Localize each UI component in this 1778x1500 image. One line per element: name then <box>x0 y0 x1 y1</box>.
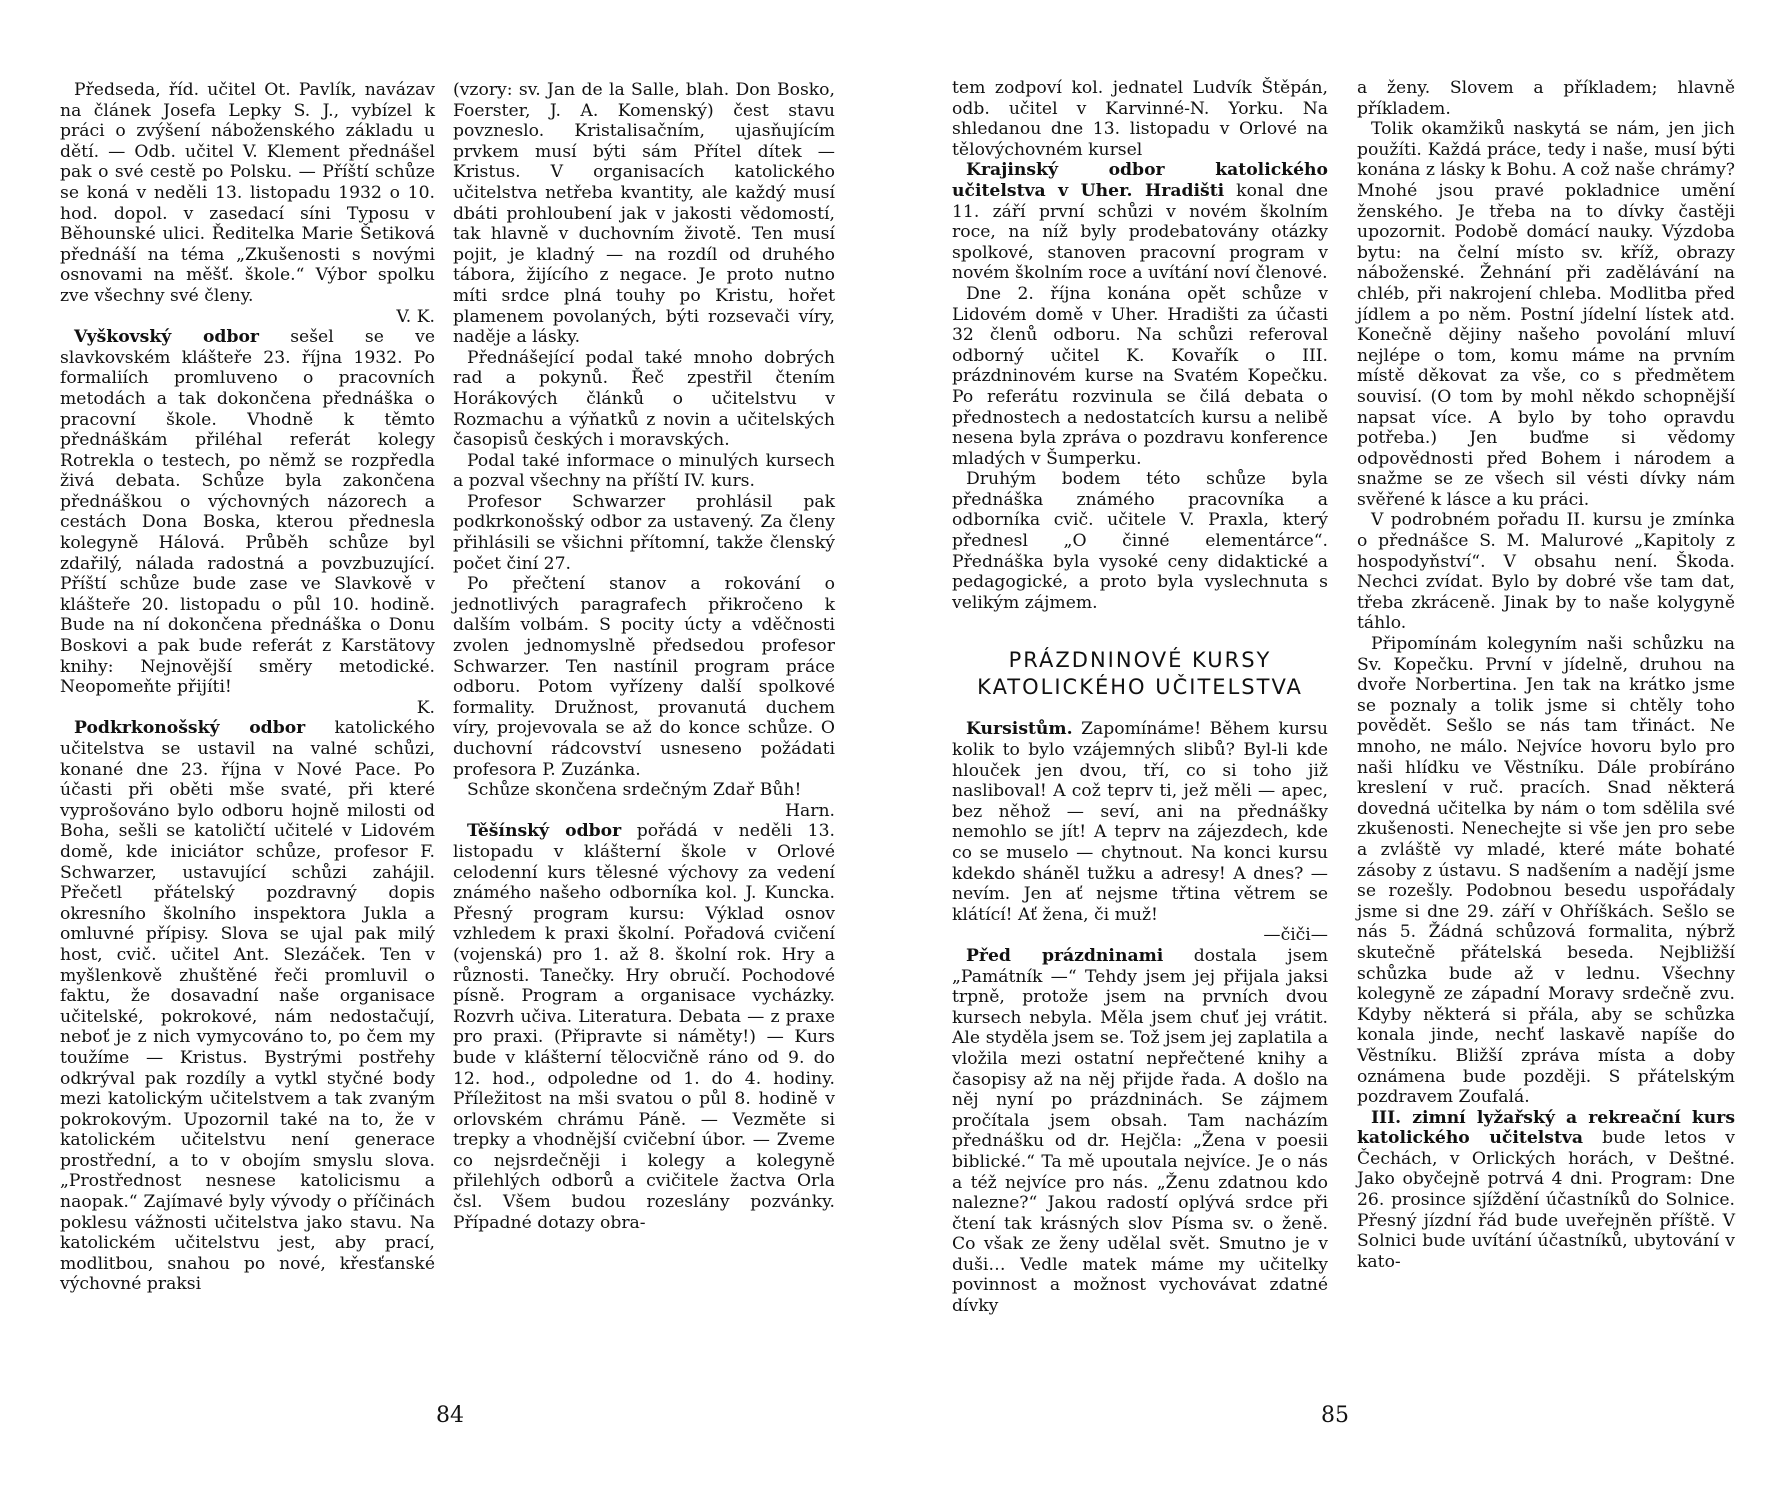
paragraph-lead: Před prázdninami <box>966 945 1164 966</box>
paragraph-text: sešel se ve slavkovském klášteře 23. října 1932. Po formaliích promluveno o pracovních metodách a tak dokončena přednáška o pracovní škole. Vhodně k těmto přednáškám přiléhal referát kolegy Rotrekla o testech, po němž se rozpředla živá debata. Schůze byla zakončena přednáškou o výchovných názorech a cestách Dona Boska, kterou přednesla kolegyně Hálová. Průběh schůze byl zdařilý, nálada radostná a povzbuzující. Příští schůze bude zase ve Slavkově v klášteře 20. listopadu o půl 10. hodině. Bude na ní dokončena přednáška o Donu Boskovi a pak bude referát z Karstätovy knihy: Nejnovější směry metodické. Neopomeňte přijíti! <box>60 327 435 698</box>
left-page-column-1 <box>60 80 435 1295</box>
paragraph-text: a ženy. Slovem a příkladem; hlavně příkladem. <box>1357 78 1735 119</box>
paragraph-text: konal dne 11. září první schůzi v novém školním roce, na níž byly prodebatovány otázky spolkové, stanoven pracovní program v novém školním roce a uvítání noví členové. <box>952 180 1329 284</box>
paragraph-text: Připomínám kolegyním naši schůzku na Sv. Kopečku. První v jídelně, druhou na dvoře Norbertina. Jen tak na krátko jsme se poznaly a tolik jsme si chtěly toho povědět. Sešlo se nás tam třináct. Ne mnoho, ne málo. Nejvíce hovoru bylo pro naši hlídku ve Věstníku. Dále probíráno kreslení v ruč. pracích. Snad některá dovedná učitelka by nám o tom sdělila své zkušenosti. Nenechejte si vše jen pro sebe a zvláště vy mladé, které máte bohaté zásoby z ústavu. S nadšením a nadějí jsme se rozešly. Podobnou besedu uspořádaly jsme si dne 29. září v Ohříškách. Sešlo se nás 5. Žádná schůzová formalita, nýbrž skutečně přátelská beseda. Nejbližší schůzka bude až v lednu. Všechny kolegyně ze západní Moravy srdečně zvu. Kdyby některá si přála, aby se schůzka konala jinde, nechť laskavě napíše do Věstníku. Bližší zpráva místa a doby oznámena bude později. S přátelským pozdravem Zoufalá. <box>1357 634 1735 1108</box>
paragraph <box>453 348 835 451</box>
signature: K. <box>416 697 435 718</box>
paragraph <box>453 451 835 492</box>
section-heading <box>952 647 1328 701</box>
paragraph <box>453 821 835 1233</box>
paragraph <box>60 327 435 718</box>
right-page-column-1 <box>952 78 1328 1317</box>
paragraph-text: Předseda, říd. učitel Ot. Pavlík, navázav na článek Josefa Lepky S. J., vybízel k práci o zvýšení náboženského základu u dětí. — Odb. učitel V. Klement přednášel pak o své cestě po Polsku. — Příští schůze se koná v neděli 13. listopadu 1932 o 10. hod. dopol. v zasedací síni Typosu v Běhounské ulici. Ředitelka Marie Šetiková přednáší na téma „Zkušenosti s novými osnovami na měšť. škole.“ Výbor spolku zve všechny své členy. <box>60 80 435 306</box>
page-number-left: 84 <box>436 1403 464 1428</box>
paragraph-lead: III. zimní lyžařský a rekreační kurs katolického učitelstva <box>1357 1107 1735 1149</box>
paragraph-text: Druhým bodem této schůze byla přednáška známého pracovníka a odborníka cvič. učitele V. Praxla, který přednesl „O činné elementárce“. Přednáška byla vysoké ceny didaktické a pedagogické, a proto byla vyslechnuta s velikým zájmem. <box>952 469 1328 613</box>
paragraph <box>1357 78 1735 119</box>
paragraph-lead: Vyškovský odbor <box>74 327 259 348</box>
left-page-column-2 <box>453 80 835 1233</box>
paragraph <box>952 284 1328 469</box>
paragraph <box>453 780 835 821</box>
paragraph-text: Podal také informace o minulých kursech a pozval všechny na příští IV. kurs. <box>453 450 835 492</box>
section-heading-line-1: PRÁZDNINOVÉ KURSY <box>1008 648 1272 673</box>
right-page <box>889 0 1778 1500</box>
signature: Harn. <box>785 800 835 821</box>
paragraph <box>1357 510 1735 634</box>
paragraph-text: Zapomínáme! Během kursu kolik to bylo vzájemných slibů? Byl-li kde hlouček jen dvou, tří, co si toho již nasliboval! A což teprv ti, jež měli — apec, bez něhož — seví, ani na přednášky nemohlo se jít! A teprv na zájezdech, kde co se muselo — chytnout. Na konci kursu kdekdo sháněl tužku a adresy! A dnes? — nevím. Jen ať nejsme třtina větrem se klátící! Ať žena, či muž! <box>952 719 1328 925</box>
paragraph-text: Schůze skončena srdečným Zdař Bůh! <box>467 780 802 801</box>
paragraph-text: Dne 2. října konána opět schůze v Lidovém domě v Uher. Hradišti za účasti 32 členů odboru. Na schůzi referoval odborný učitel K. Kovařík o III. prázdninovém kurse na Svatém Kopečku. Po referátu rozvinula se čilá debata o přednostech a nedostatcích kursu a nelibě nesena byla zpráva o pozdravu konference mladých v Šumperku. <box>952 283 1328 469</box>
paragraph-lead: Podkrkonošský odbor <box>74 718 306 739</box>
right-col1-top <box>952 78 1328 613</box>
paragraph <box>1357 119 1735 510</box>
paragraph-text: Profesor Schwarzer prohlásil pak podkrkonošský odbor za ustavený. Za členy přihlásili se všichni přítomní, takže členský počet činí 27. <box>453 491 835 574</box>
paragraph <box>453 80 835 348</box>
paragraph-text: Tolik okamžiků naskytá se nám, jen jich použíti. Každá práce, tedy i naše, musí býti konána z lásky k Bohu. A což naše chrámy? Mnohé jsou pravé pokladnice umění ženského. Je třeba na to dívky častěji upozornit. Podobě domácí nauky. Výzdoba bytu: na čelní místo sv. kříž, obrazy náboženské. Žehnání při zadělávání na chléb, při nakrojení chleba. Modlitba před jídlem a po něm. Postní jídelní lístek atd. Konečně dějiny našeho povolání mluví nejlépe o tom, komu máme na prvním místě děkovat za vše, co s předmětem souvisí. (O tom by mohl někdo schopnější napsat více. A bylo by toho opravdu potřeba.) Jen buďme si vědomy odpovědnosti před Bohem i národem a snažme se ze všech sil vésti dívky nám svěřené k lásce a ku práci. <box>1357 119 1735 510</box>
paragraph <box>453 492 835 574</box>
paragraph <box>453 574 835 780</box>
paragraph <box>1357 634 1735 1108</box>
paragraph-lead: Těšínský odbor <box>467 821 622 842</box>
signature: —čiči— <box>1263 925 1328 946</box>
paragraph-text: katolického učitelstva se ustavil na valné schůzi, konané dne 23. října v Nové Pace. Po účasti při oběti mše svaté, při které vyprošováno bylo odboru hojně milosti od Boha, sešli se katoličtí učitelé v Lidovém domě, kde iniciátor schůze, profesor F. Schwarzer, ustavující schůzi zahájil. Přečetl přátelský pozdravný dopis okresního školního inspektora Jukla a omluvné přípisy. Slova se ujal pak milý host, cvič. učitel Ant. Slezáček. Ten v myšlenkově zhuštěné řeči promluvil o faktu, že dosavadní naše organisace učitelské, pokrokové, nám nedostačují, neboť je z nich vymycováno to, po čem my toužíme — Kristus. Bystrými postřehy odkrýval pak rozdíly a vytkl styčné body mezi katolickým učitelstvem a tak zvaným pokrokovým. Upozornil také na to, že v katolickém učitelstvu není generace prostřední, a to v obojím smyslu slova. „Prostřednost nesnese katolicismu a naopak.“ Zajímavé byly vývody o příčinách poklesu vážnosti učitelstva jako stavu. Na katolickém učitelstvu jest, aby prací, modlitbou, snahou po nové, křesťanské výchovné praksi <box>60 718 435 1295</box>
paragraph-lead: Krajinský odbor katolického učitelstva v Uher. Hradišti <box>952 160 1328 201</box>
paragraph <box>952 160 1328 284</box>
paragraph-text: Přednášející podal také mnoho dobrých rad a pokynů. Řeč zpestřil čtením Horákových článků o učitelstvu v Rozmachu a výňatků z novin a učitelských časopisů českých i moravských. <box>453 347 835 451</box>
paragraph <box>60 718 435 1295</box>
paragraph-text: dostala jsem „Památník —“ Tehdy jsem jej přijala jaksi trpně, protože jsem na prvních dvou kursech nebyla. Měla jsem chuť jej vrátit. Ale styděla jsem se. Tož jsem jej zaplatila a vložila mezi ostatní nepřečtené knihy a časopisy až na něj přijde řada. A došlo na něj nyní po prázdninách. Se zájmem pročítala jsem obsah. Tam nacházím přednášku od dr. Hejčla: „Žena v poesii biblické.“ Ta mě upoutala nejvíce. Je o nás a též nejvíce pro nás. „Ženu zdatnou kdo nalezne?“ Jakou radostí oplývá srdce při čtení tak krásných slov Písma sv. o ženě. Co však ze ženy udělal svět. Smutno je v duši… Vedle matek máme my učitelky povinnost a možnost vychovávat zdatné dívky <box>952 945 1328 1317</box>
paragraph-text: (vzory: sv. Jan de la Salle, blah. Don Bosko, Foerster, J. A. Komenský) čest stavu povzneslo. Kristalisačním, ujasňujícím prvkem musí býti sám Přítel dítek — Kristus. V organisacích katolického učitelstva netřeba kvantity, ale každý musí dbáti prohloubení jak v jakosti vědomostí, tak hlavně v duchovním životě. Ten musí pojit, je kladný — na rozdíl od druhého tábora, žijícího z negace. Je proto nutno míti srdce plná touhy po Kristu, hořet plamenem povolaných, býti rozsevači víry, naděje a lásky. <box>453 80 835 348</box>
paragraph-text: Po přečtení stanov a rokování o jednotlivých paragrafech přikročeno k dalším volbám. S pocity úcty a vděčnosti zvolen jednomyslně předsedou profesor Schwarzer. Ten nastínil program práce odboru. Potom vyřízeny další spolkové formality. Družnost, provanutá duchem víry, projevovala se až do konce schůze. O duchovní rádcovství usneseno požádati profesora P. Zuzánka. <box>453 574 835 780</box>
right-col1-bottom <box>952 719 1328 1316</box>
signature: V. K. <box>396 306 435 327</box>
paragraph-text: V podrobném pořadu II. kursu je zmínka o přednášce S. M. Malurové „Kapitoly z hospodyňství“. V obsahu není. Škoda. Nechci zvídat. Bylo by dobré vše tam dat, třeba zkráceně. Jinak by to naše kolygyně táhlo. <box>1357 510 1735 634</box>
paragraph-text: tem zodpoví kol. jednatel Ludvík Štěpán, odb. učitel v Karvinné-N. Yorku. Na shledanou dne 13. listopadu v Orlové na tělovýchovném kursel <box>952 78 1328 160</box>
paragraph <box>60 80 435 327</box>
section-heading-line-2: KATOLICKÉHO UČITELSTVA <box>977 675 1303 700</box>
paragraph-lead: Kursistům. <box>966 719 1073 740</box>
paragraph <box>952 719 1328 946</box>
right-page-column-2 <box>1357 78 1735 1272</box>
paragraph-text: pořádá v neděli 13. listopadu v klášterní škole v Orlové celodenní kurs tělesné výchovy za vedení známého našeho odborníka kol. J. Kuncka. Přesný program kursu: Výklad osnov vzhledem k praxi školní. Pořadová cvičení (vojenská) pro 1. až 8. školní rok. Hry a různosti. Tanečky. Hry obručí. Pochodové písně. Program a organisace vycházky. Rozvrh učiva. Literatura. Debata — z praxe pro praxi. (Připravte si náměty!) — Kurs bude v klášterní tělocvičně ráno od 9. do 12. hod., odpoledne od 1. do 4. hodiny. Příležitost na mši svatou o půl 8. hodině v orlovském chrámu Páně. — Vezměte si trepky a vhodnější cvičební úbor. — Zveme co nejsrdečněji i kolegy a kolegyně přilehlých odborů a cvičitele žactva Orla čsl. Všem budou rozeslány pozvánky. Případné dotazy obra- <box>453 821 836 1233</box>
paragraph <box>1357 1108 1735 1273</box>
paragraph-text: bude letos v Čechách, v Orlických horách, v Deštné. Jako obyčejně potrvá 4 dni. Program: Dne 26. prosince sjíždění účastníků do Solnice. Přesný jízdní řád bude uveřejněn příště. V Solnici bude uvítání účastníků, ubytování v kato- <box>1357 1128 1735 1272</box>
paragraph <box>952 946 1328 1317</box>
page-number-right: 85 <box>1321 1403 1349 1428</box>
paragraph <box>952 78 1328 160</box>
paragraph <box>952 469 1328 613</box>
